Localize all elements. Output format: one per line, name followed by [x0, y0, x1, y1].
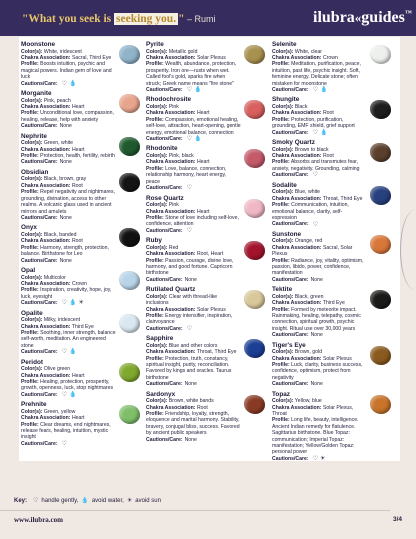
crystal-care: Cautions/Care: ♡ 💧 [146, 136, 202, 143]
crystal-name: Rhodochrosite [146, 96, 192, 104]
crystal-name: Opalite [21, 309, 43, 317]
crystal-entry [146, 335, 267, 387]
crystal-image [244, 241, 265, 260]
crystal-care: Cautions/Care: ♡ [146, 325, 192, 332]
heart-icon: ♡ [312, 87, 318, 94]
crystal-profile: Profile: Unconditional love, compassion, healing, release, help with anxiety [21, 110, 114, 123]
crystal-name: Selenite [272, 41, 297, 48]
crystal-care: Cautions/Care: ♡ 💧 [146, 87, 202, 94]
crystal-name: Topaz [272, 390, 290, 398]
crystal-profile: Profile: Repel negativity and nightmares, grounding, divination, access to other realms. A volcanic glass used in ancient mirrors and amulets [21, 189, 116, 215]
heart-icon: ♡ [33, 498, 39, 504]
crystal-chakra: Chakra Association: Heart [146, 110, 210, 117]
crystal-color: Color(s): Brown to black [272, 146, 329, 153]
crystal-entry [272, 41, 393, 93]
website-link[interactable]: www.ilubra.com [14, 516, 63, 524]
crystal-chakra: Chakra Association: Heart [146, 159, 210, 166]
crystal-color: Color(s): Green, yellow [21, 408, 76, 415]
crystal-chakra: Chakra Association: Root [272, 153, 334, 160]
crystal-color: Color(s): Pink, peach [21, 97, 71, 104]
crystal-name: Ruby [146, 237, 162, 245]
crystal-image [370, 395, 391, 414]
crystal-name: Rutilated Quartz [146, 286, 196, 294]
crystal-profile: Profile: Luck, clarity, business success, confidence, optimism, protect from negativity [272, 362, 363, 381]
crystal-care: Cautions/Care: ♡ [146, 227, 192, 234]
crystal-profile: Profile: Formed by meteorite impact. Rainmaking, healing, telepathy, cosmic connection, spiritual growth, psychic insight. Ritual use over 30,000 years [272, 306, 361, 332]
water-drop-icon: 💧 [81, 498, 89, 504]
crystal-care: Cautions/Care: ♡ [146, 185, 192, 192]
crystal-color: Color(s): Pink [146, 104, 179, 111]
crystal-care: Cautions/Care: ♡ [272, 172, 318, 179]
heart-icon: ♡ [312, 221, 318, 228]
crystal-chakra: Chakra Association: Throat, Third Eye [272, 195, 363, 202]
decorative-arc [400, 210, 416, 290]
rumi-quote: "What you seek is seeking you. " – Rumi [22, 13, 216, 25]
quote-highlight: seeking you. [116, 13, 177, 25]
crystal-name: Prehnite [21, 401, 47, 409]
crystal-chakra: Chakra Association: Crown [21, 280, 87, 287]
crystal-profile: Profile: Boosts intuition, psychic and magical powers. Indian gem of love and luck [21, 61, 112, 81]
crystal-entry [146, 145, 267, 191]
crystal-entry [146, 41, 267, 93]
crystal-care: Cautions/Care: None [272, 276, 323, 283]
crystal-image [244, 290, 265, 309]
crystal-chakra: Chakra Association: Sacral, Third Eye [21, 55, 112, 61]
sun-icon: ☀ [126, 498, 133, 504]
crystal-profile: Profile: Passion, courage, divine love, harmony, and good fortune. Capricorn birthstone [146, 257, 234, 277]
heart-icon: ♡ [186, 136, 192, 143]
crystal-name: Morganite [21, 90, 52, 98]
crystal-chakra: Chakra Association: Heart [21, 415, 85, 422]
crystal-name: Opal [21, 266, 36, 274]
quote-author: – Rumi [184, 14, 216, 24]
heart-icon: ♡ [61, 300, 67, 307]
crystal-chakra: Chakra Association: Crown [272, 55, 338, 61]
crystal-color: Color(s): Pink, black [146, 153, 194, 160]
crystal-chakra: Chakra Association: Sacral, Solar Plexus [272, 244, 353, 258]
column-1 [21, 41, 142, 450]
crystal-entry [146, 96, 267, 142]
crystal-entry [21, 359, 142, 399]
crystal-color: Color(s): Milky, iridescent [21, 317, 81, 324]
crystal-care: Cautions/Care: ♡ 💧 ☀ [21, 300, 84, 307]
crystal-chakra: Chakra Association: Root [21, 182, 83, 189]
crystal-chakra: Chakra Association: Heart [21, 104, 85, 111]
crystal-chakra: Chakra Association: Solar Plexus [272, 355, 352, 362]
crystal-profile: Profile: Friendship, loyalty, strength, eloquence and marital harmony. Stability, bravery, conjugal bliss, success. Favored by ancient public speakers [146, 411, 240, 437]
crystal-name: Shungite [272, 96, 300, 104]
crystal-image [244, 339, 265, 358]
heart-icon: ♡ [61, 349, 67, 356]
crystal-entry [21, 310, 142, 356]
crystal-entry [272, 96, 393, 136]
crystal-chakra: Chakra Association: Root, Heart [146, 251, 224, 258]
sun-icon: ☀ [78, 300, 84, 307]
crystal-chakra: Chakra Association: Heart [21, 372, 85, 379]
crystal-entry [272, 391, 393, 463]
crystal-chakra: Chakra Association: Root [146, 404, 208, 411]
crystal-chakra: Chakra Association: Solar Plexus, Throat [272, 404, 354, 418]
crystal-entry [21, 267, 142, 307]
crystal-name: Pyrite [146, 41, 164, 48]
crystal-image [244, 395, 265, 414]
crystal-color: Color(s): White, iridescent [21, 48, 82, 55]
crystal-profile: Profile: Protection, truth, constancy, spiritual insight, purity, reconciliation. Favored by kings and oracles. Taurus birthstone [146, 355, 232, 381]
crystal-image [119, 314, 140, 333]
water-drop-icon: 💧 [193, 136, 202, 143]
crystal-entry [21, 133, 142, 166]
crystal-care: Cautions/Care: ♡ ☀ [272, 455, 326, 463]
crystal-name: Peridot [21, 358, 44, 366]
crystal-chakra: Chakra Association: Heart [146, 208, 210, 215]
water-drop-icon: 💧 [319, 87, 328, 94]
crystal-profile: Profile: Energy intensifier, inspiration, clairvoyance [146, 312, 233, 326]
crystal-chakra: Chakra Association: Root [21, 238, 83, 245]
crystal-guide-panel [19, 37, 400, 461]
crystal-entry [146, 391, 267, 443]
crystal-image [370, 186, 391, 205]
crystal-entry [272, 286, 393, 338]
crystal-color: Color(s): Pink [146, 202, 179, 209]
heart-icon: ♡ [186, 87, 192, 94]
crystal-color: Color(s): Black, brown, gray [21, 176, 87, 183]
crystal-color: Color(s): Blue and other colors [146, 342, 218, 349]
crystal-entry [272, 231, 393, 283]
water-drop-icon: 💧 [193, 87, 202, 94]
crystal-color: Color(s): Green, white [21, 140, 73, 147]
crystal-chakra: Chakra Association: Root [272, 110, 334, 117]
crystal-name: Sodalite [272, 181, 297, 189]
crystal-image [244, 199, 265, 218]
crystal-profile: Profile: Inspiration, creativity, hope, joy, luck, eyesight [21, 287, 112, 300]
crystal-name: Nephrite [21, 132, 47, 140]
crystal-image [370, 45, 391, 64]
sun-icon: ☀ [319, 456, 326, 463]
crystal-entry [21, 169, 142, 221]
crystal-image [244, 45, 265, 64]
water-drop-icon: 💧 [68, 300, 77, 307]
crystal-name: Tektite [272, 286, 293, 294]
crystal-color: Color(s): Blue, white [272, 189, 320, 196]
crystal-entry [21, 41, 142, 87]
crystal-entry [272, 139, 393, 179]
water-drop-icon: 💧 [68, 392, 77, 399]
crystal-profile: Profile: Absorbs and transmutes fear, anxiety, negativity. Grounding, calming [272, 159, 360, 172]
crystal-care: Cautions/Care: None [21, 214, 72, 221]
brand-logo: ilubra«guides™ [313, 9, 412, 26]
crystal-care: Cautions/Care: ♡ [21, 440, 67, 448]
crystal-care: Cautions/Care: None [21, 123, 72, 130]
crystal-name: Obsidian [21, 168, 49, 176]
crystal-profile: Profile: Clear dreams, end nightmares, release fears, healing, intuition, mystic insight [21, 421, 111, 441]
crystal-care: Cautions/Care: None [21, 159, 72, 166]
crystal-profile: Profile: Harmony, strength, protection, balance. Birthstone for Leo [21, 244, 109, 258]
crystal-profile: Profile: Long life, beauty, intelligence. Ancient Indian remedy for flatulence. Sagittarius birthstone. Blue Topaz: communication; Imperial Topaz: manifestation; Yellow/Golden Topaz: personal power [272, 417, 359, 456]
heart-icon: ♡ [312, 129, 318, 136]
crystal-care: Cautions/Care: ♡ 💧 [21, 80, 77, 87]
heart-icon: ♡ [61, 441, 67, 448]
crystal-image [370, 290, 391, 309]
crystal-profile: Profile: Meditation, purification, peace, intuition, past life, psychic insight. Soft, feminine energy. Delicate stone; often mistaken for moonstone [272, 61, 361, 87]
crystal-image [370, 235, 391, 254]
crystal-entry [146, 195, 267, 235]
crystal-care: Cautions/Care: ♡ 💧 [272, 129, 328, 136]
crystal-image [244, 100, 265, 119]
heart-icon: ♡ [186, 325, 192, 332]
water-drop-icon: 💧 [68, 80, 77, 87]
crystal-entry [146, 286, 267, 332]
crystal-profile: Profile: Protection, health, fertility, rebirth [21, 153, 115, 160]
crystal-entry [272, 342, 393, 388]
crystal-image [119, 137, 140, 156]
crystal-profile: Profile: Communication, intuition, emotional balance, clarity, self-expression [272, 202, 349, 221]
crystal-name: Moonstone [21, 41, 56, 48]
crystal-care: Cautions/Care: ♡ [272, 221, 318, 228]
crystal-entry [21, 401, 142, 447]
heart-icon: ♡ [312, 456, 318, 463]
crystal-color: Color(s): Brown, gold [272, 349, 322, 356]
heart-icon: ♡ [186, 185, 192, 192]
water-drop-icon: 💧 [68, 349, 77, 356]
crystal-color: Color(s): Olive green [21, 366, 71, 373]
crystal-color: Color(s): Black, banded [21, 231, 77, 238]
water-drop-icon: 💧 [319, 129, 328, 136]
crystal-color: Color(s): Yellow, blue [272, 398, 322, 405]
crystal-image [119, 228, 140, 247]
crystal-color: Color(s): Orange, red [272, 238, 323, 245]
heart-icon: ♡ [186, 227, 192, 234]
crystal-image [119, 45, 140, 64]
crystal-care: Cautions/Care: None [272, 381, 323, 388]
crystal-name: Sardonyx [146, 390, 176, 398]
crystal-profile: Profile: Stone of love including self-love, confidence, attention [146, 214, 239, 228]
crystal-color: Color(s): Multicolor [21, 274, 66, 281]
heart-icon: ♡ [61, 80, 67, 87]
crystal-profile: Profile: Love, balance, connection, relationship harmony, heart energy, peace [146, 165, 227, 185]
crystal-color: Color(s): Black [272, 104, 308, 111]
footer-divider [0, 510, 390, 511]
crystal-care: Cautions/Care: None [146, 381, 197, 388]
header-bar [0, 0, 416, 36]
crystal-image [370, 143, 391, 162]
crystal-care: Cautions/Care: None [146, 276, 197, 283]
crystal-chakra: Chakra Association: Third Eye [21, 323, 94, 330]
crystal-chakra: Chakra Association: Third Eye [272, 300, 345, 307]
crystal-name: Onyx [21, 224, 37, 232]
crystal-name: Rhodonite [146, 145, 178, 153]
crystal-image [370, 100, 391, 119]
crystal-entry [21, 90, 142, 130]
crystal-color: Color(s): Brown, white bands [146, 398, 214, 405]
crystal-entry [272, 182, 393, 228]
crystal-entry [21, 224, 142, 264]
crystal-color: Color(s): Metallic gold [146, 48, 198, 55]
crystal-image [119, 173, 140, 192]
heart-icon: ♡ [61, 392, 67, 399]
crystal-color: Color(s): Red [146, 244, 179, 251]
crystal-chakra: Chakra Association: Solar Plexus [146, 55, 226, 61]
care-key: Key: ♡ handle gently, 💧 avoid water, ☀ avoid sun [14, 498, 161, 504]
crystal-color: Color(s): Black, green [272, 293, 324, 300]
crystal-chakra: Chakra Association: Throat, Third Eye [146, 349, 237, 356]
crystal-entry [146, 237, 267, 283]
crystal-profile: Profile: Protection, purification, grounding, EMF shield, grief support [272, 116, 355, 130]
crystal-profile: Profile: Radiance, joy, vitality, optimism, passion, libido, power, confidence, manifestation [272, 257, 364, 277]
crystal-image [119, 363, 140, 382]
page-number: 3/4 [393, 516, 403, 523]
column-2 [146, 41, 267, 446]
crystal-profile: Profile: Compassion, emotional healing, self-love, attraction, heart-opening, gentle energy, emotional balance, connection [146, 116, 241, 136]
crystal-care: Cautions/Care: ♡ 💧 [21, 349, 77, 356]
crystal-image [119, 94, 140, 113]
crystal-color: Color(s): Clear with thread-like inclusions [146, 293, 218, 307]
crystal-name: Tiger's Eye [272, 341, 306, 349]
crystal-profile: Profile: Soothing, inner strength, balance self-worth, meditation. An engineered stone [21, 329, 116, 349]
crystal-image [244, 149, 265, 168]
crystal-care: Cautions/Care: None [146, 436, 197, 443]
crystal-care: Cautions/Care: ♡ 💧 [272, 87, 328, 94]
crystal-care: Cautions/Care: ♡ 💧 [21, 391, 77, 399]
crystal-name: Smoky Quartz [272, 139, 315, 147]
brand-chevron-icon: « [354, 10, 362, 25]
crystal-color: Color(s): White, clear [272, 48, 322, 55]
crystal-image [119, 271, 140, 290]
crystal-name: Rose Quartz [146, 194, 184, 202]
crystal-image [119, 405, 140, 424]
crystal-profile: Profile: Healing, protection, prosperity, growth, openness, luck, stop nightmares [21, 379, 114, 392]
heart-icon: ♡ [312, 172, 318, 179]
crystal-name: Sunstone [272, 230, 302, 238]
crystal-care: Cautions/Care: None [272, 332, 323, 339]
crystal-profile: Profile: Wealth, abundance, protection, prosperity. Iron ore—rusts when wet. Called fool's gold, sparks fire when struck; Greek name means "fire stone" [146, 61, 237, 87]
crystal-name: Sapphire [146, 335, 174, 343]
crystal-image [370, 346, 391, 365]
crystal-care: Cautions/Care: None [21, 257, 72, 264]
column-3 [272, 41, 393, 465]
crystal-chakra: Chakra Association: Solar Plexus [146, 306, 226, 313]
crystal-chakra: Chakra Association: Heart [21, 146, 85, 153]
